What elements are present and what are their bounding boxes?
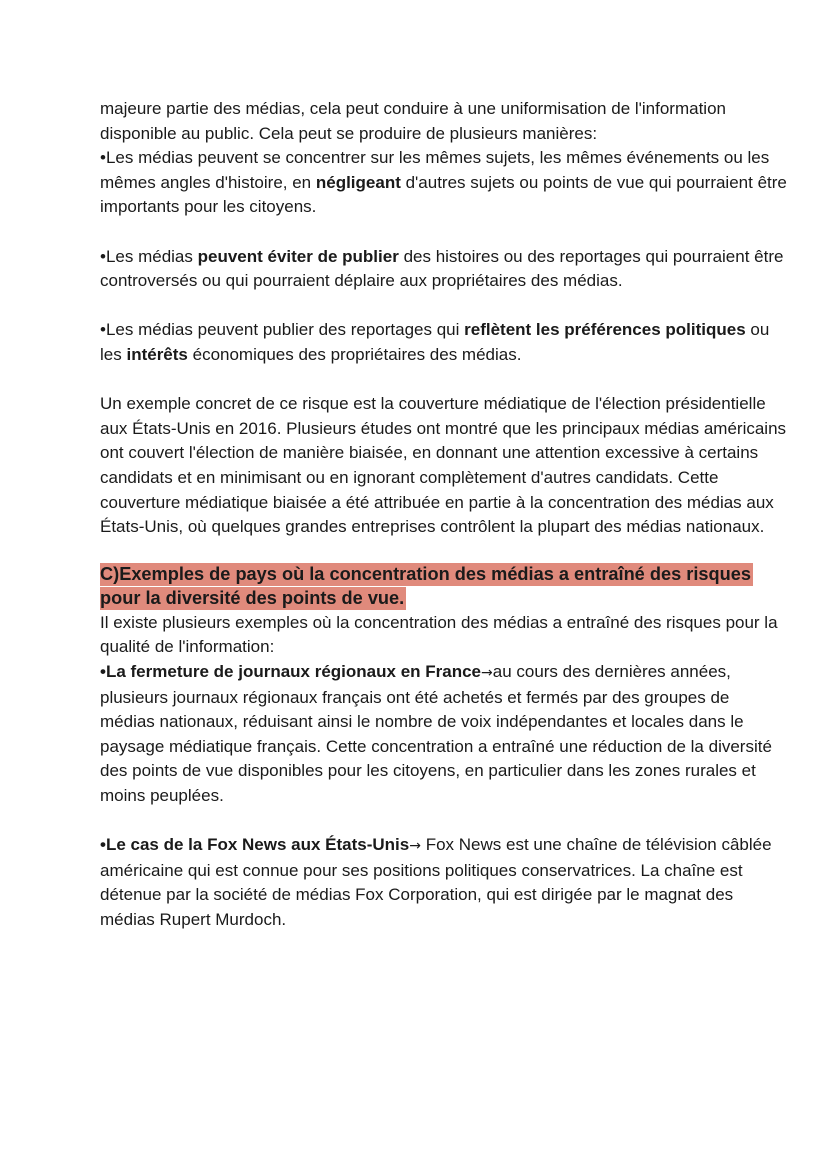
intro-paragraph: [100, 97, 788, 220]
section-c-intro: Il existe plusieurs exemples où la concentration des médias a entraîné des risques pour la qualité de l'information:: [100, 612, 778, 657]
example-paragraph: Un exemple concret de ce risque est la couverture médiatique de l'élection présidentielle aux États-Unis en 2016. Plusieurs études ont montré que les principaux médias américains ont couvert l'élection de manière biaisée, en donnant une attention excessive à certains candidats et en minimisant ou en ignorant complètement d'autres candidats. Cette couverture médiatique biaisée a été attribuée en partie à la concentration des médias aux États-Unis, où quelques grandes entreprises contrôlent la plupart des médias nationaux.: [100, 394, 787, 537]
bullet-2: •Les médias peuvent éviter de publier des histoires ou des reportages qui pourraient être controversés ou qui pourraient déplaire aux propriétaires des médias.: [100, 246, 784, 291]
bullet-1: •Les médias peuvent se concentrer sur les mêmes sujets, les mêmes événements ou les mêmes angles d'histoire, en négligeant d'autres sujets ou points de vue qui pourraient être importants pour les citoyens.: [100, 148, 787, 217]
bullet-3: •Les médias peuvent publier des reportages qui reflètent les préférences politiques ou les intérêts économiques des propriétaires des médias.: [100, 320, 770, 364]
case-france-title: •La fermeture de journaux régionaux en France: [100, 662, 481, 682]
section-c-heading-highlight: C)Exemples de pays où la concentration des médias a entraîné des risques pour la diversité des points de vue.: [100, 563, 751, 609]
bullet-1-bold: négligeant: [315, 172, 401, 192]
bullet-3-bold-2: intérêts: [126, 344, 188, 364]
right-arrow-icon: →: [409, 838, 421, 855]
case-fox-news-text: Fox News est une chaîne de télévision câblée américaine qui est connue pour ses positions politiques conservatrices. La chaîne est détenue par la société de médias Fox Corporation, qui est dirigée par le magnat des médias Rupert Murdoch.: [100, 835, 772, 929]
intro-text: majeure partie des médias, cela peut conduire à une uniformisation de l'information disponible au public. Cela peut se produire de plusieurs manières:: [100, 99, 726, 143]
section-c-body: [100, 611, 788, 809]
bullet-3-bold-1: reflètent les préférences politiques: [464, 320, 746, 340]
case-fox-news-title: •Le cas de la Fox News aux États-Unis: [100, 835, 410, 855]
right-arrow-icon: →: [481, 665, 493, 682]
case-france: [100, 662, 772, 805]
section-c-heading: [100, 562, 788, 611]
bullet-2-bold: peuvent éviter de publier: [197, 246, 399, 266]
case-france-text: au cours des dernières années, plusieurs journaux régionaux français ont été achetés et fermés par des groupes de médias nationaux, réduisant ainsi le nombre de voix indépendantes et locales dans le paysage médiatique français. Cette concentration a entraîné une réduction de la diversité des points de vue disponibles pour les citoyens, en particulier dans les zones rurales et moins peuplées.: [100, 662, 772, 806]
case-fox-news: [100, 833, 788, 932]
